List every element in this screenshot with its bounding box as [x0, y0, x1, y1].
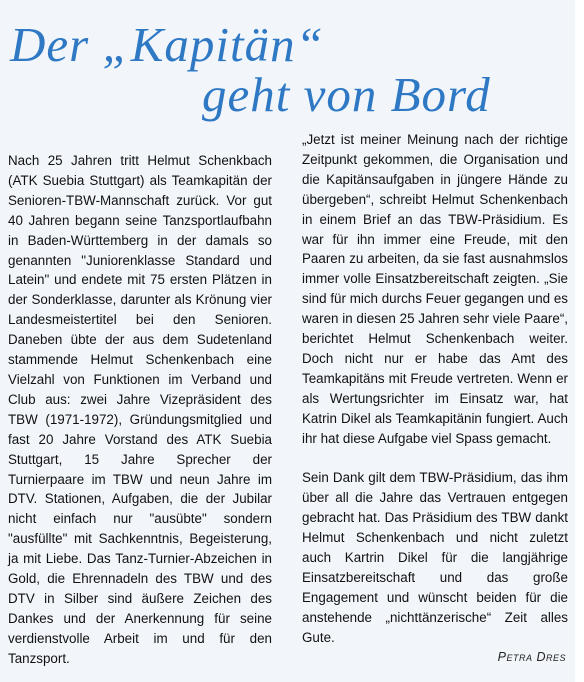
author-byline: Petra Dres [497, 650, 566, 664]
article-paragraph-2: „Jetzt ist meiner Meinung nach der richtige Zeitpunkt gekommen, die Organisation und die Kapitänsaufgaben in jüngere Hände zu übergeben“, schreibt Helmut Schenkenbach in einem Brief an das TBW-Präsidium. Es war für ihn immer eine Freude, mit den Paaren zu arbeiten, da sie fast ausnahmslos immer volle Einsatzbereitschaft zeigten. „Sie sind für mich durchs Feuer gegangen und es waren in diesen 25 Jahren sehr viele Paare“, berichtet Helmut Schenkenbach weiter. Doch nicht nur er habe das Amt des Teamkapitäns mit Freude vertreten. Wenn er als Wertungsrichter im Einsatz war, hat Katrin Dikel als Teamkapitänin fungiert. Auch ihr hat diese Aufgabe viel Spass gemacht. [302, 132, 568, 446]
page-edge [575, 0, 584, 682]
headline-line-2: geht von Bord [202, 67, 491, 122]
article-left-column [8, 151, 272, 669]
article-right-column [302, 130, 568, 648]
article-paragraph-3: Sein Dank gilt dem TBW-Präsidium, das ihm über all die Jahre das Vertrauen entgegen gebracht hat. Das Präsidium des TBW dankt Helmut Schenkenbach und nicht zuletzt auch Kartrin Dikel für die langjährige Einsatzbereitschaft und das große Engagement und wünscht beiden für die anstehende „nichttänzerische“ Zeit alles Gute. [302, 470, 568, 645]
article-paragraph-1: Nach 25 Jahren tritt Helmut Schenkbach (ATK Suebia Stuttgart) als Teamkapitän der Senioren-TBW-Mannschaft zurück. Vor gut 40 Jahren begann seine Tanzsportlaufbahn in Baden-Württemberg in der damals so genannten "Juniorenklasse Standard und Latein" und endete mit 75 ersten Plätzen in der Sonderklasse, darunter als Krönung vier Landesmeistertitel bei den Senioren. Daneben übte der aus dem Sudetenland stammende Helmut Schenkenbach eine Vielzahl von Funktionen im Verband und Club aus: zwei Jahre Vizepräsident des TBW (1971-1972), Gründungsmitglied und fast 20 Jahre Vorstand des ATK Suebia Stuttgart, 15 Jahre Sprecher der Turnierpaare im TBW und neun Jahre im DTV. Stationen, Aufgaben, die der Jubilar nicht einfach nur "ausübte" sondern "ausfüllte" mit Sachkenntnis, Begeisterung, ja mit Liebe. Das Tanz-Turnier-Abzeichen in Gold, die Ehrennadeln des TBW und des DTV in Silber sind äußere Zeichen des Dankes und der Anerkennung für seine verdienstvolle Arbeit im und für den Tanzsport. [8, 153, 272, 666]
headline-line-1: Der „Kapitän“ [10, 17, 324, 72]
